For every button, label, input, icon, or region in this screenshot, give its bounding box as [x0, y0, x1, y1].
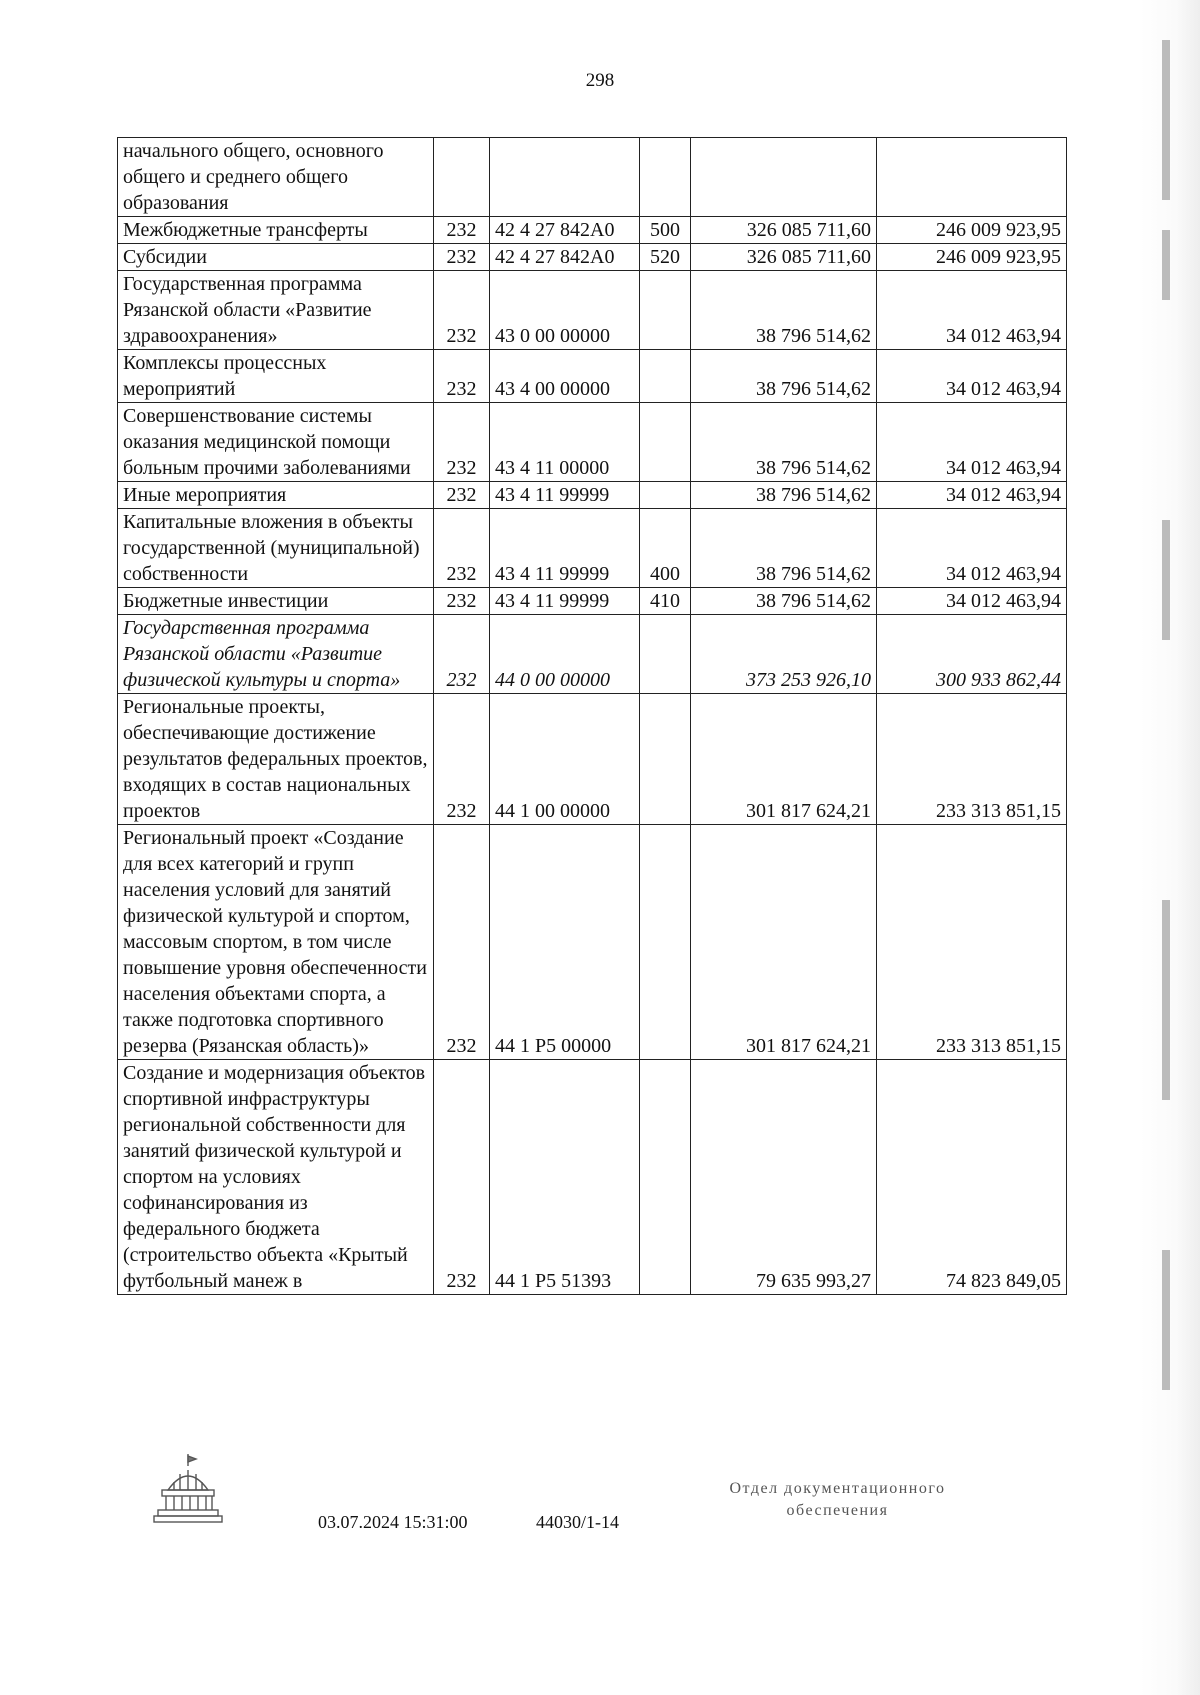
- row-amount-1-cell: 38 796 514,62: [691, 509, 877, 588]
- row-target-article-cell: 44 1 Р5 00000: [490, 825, 640, 1060]
- table-row: [118, 825, 1067, 1060]
- row-amount-1-cell: [691, 138, 877, 217]
- row-dept-code-cell: 232: [434, 694, 490, 825]
- row-name-cell: Бюджетные инвестиции: [118, 588, 434, 615]
- row-amount-2-cell: 74 823 849,05: [877, 1060, 1067, 1295]
- row-amount-2-cell: 34 012 463,94: [877, 350, 1067, 403]
- table-row: [118, 403, 1067, 482]
- row-dept-code-cell: 232: [434, 588, 490, 615]
- row-amount-1-cell: 38 796 514,62: [691, 588, 877, 615]
- row-amount-2-cell: 34 012 463,94: [877, 403, 1067, 482]
- row-amount-1-cell: 38 796 514,62: [691, 403, 877, 482]
- row-expense-type-cell: [640, 615, 691, 694]
- row-amount-1-cell: 326 085 711,60: [691, 217, 877, 244]
- department-stamp: [700, 1478, 975, 1522]
- row-amount-2-cell: 34 012 463,94: [877, 271, 1067, 350]
- row-target-article-cell: 43 4 11 00000: [490, 403, 640, 482]
- row-expense-type-cell: [640, 482, 691, 509]
- table-row: [118, 217, 1067, 244]
- row-expense-type-cell: [640, 825, 691, 1060]
- row-expense-type-cell: [640, 138, 691, 217]
- row-amount-1-cell: 38 796 514,62: [691, 271, 877, 350]
- row-expense-type-cell: [640, 694, 691, 825]
- row-amount-2-cell: 246 009 923,95: [877, 217, 1067, 244]
- row-target-article-cell: [490, 138, 640, 217]
- row-name-cell: Иные мероприятия: [118, 482, 434, 509]
- row-target-article-cell: 43 4 11 99999: [490, 482, 640, 509]
- row-name-cell: Государственная программа Рязанской области «Развитие здравоохранения»: [118, 271, 434, 350]
- row-amount-2-cell: 233 313 851,15: [877, 825, 1067, 1060]
- row-amount-2-cell: 233 313 851,15: [877, 694, 1067, 825]
- row-expense-type-cell: [640, 350, 691, 403]
- row-target-article-cell: 42 4 27 842А0: [490, 217, 640, 244]
- table-row: [118, 1060, 1067, 1295]
- row-name-cell: Создание и модернизация объектов спортивной инфраструктуры региональной собственности для занятий физической культурой и спортом на условиях софинансирования из федерального бюджета (строительство объекта «Крытый футбольный манеж в: [118, 1060, 434, 1295]
- row-dept-code-cell: 232: [434, 509, 490, 588]
- row-dept-code-cell: 232: [434, 615, 490, 694]
- row-amount-2-cell: 34 012 463,94: [877, 588, 1067, 615]
- table-row: [118, 138, 1067, 217]
- row-name-cell: Капитальные вложения в объекты государственной (муниципальной) собственности: [118, 509, 434, 588]
- budget-table-body: [118, 138, 1067, 1295]
- table-row: [118, 482, 1067, 509]
- row-dept-code-cell: [434, 138, 490, 217]
- row-expense-type-cell: [640, 403, 691, 482]
- row-amount-1-cell: 373 253 926,10: [691, 615, 877, 694]
- row-amount-1-cell: 38 796 514,62: [691, 482, 877, 509]
- row-amount-2-cell: 300 933 862,44: [877, 615, 1067, 694]
- row-amount-1-cell: 326 085 711,60: [691, 244, 877, 271]
- row-amount-2-cell: 246 009 923,95: [877, 244, 1067, 271]
- row-amount-2-cell: 34 012 463,94: [877, 482, 1067, 509]
- row-dept-code-cell: 232: [434, 271, 490, 350]
- row-expense-type-cell: 520: [640, 244, 691, 271]
- row-name-cell: начального общего, основного общего и среднего общего образования: [118, 138, 434, 217]
- row-amount-1-cell: 79 635 993,27: [691, 1060, 877, 1295]
- row-amount-2-cell: 34 012 463,94: [877, 509, 1067, 588]
- page-number: 298: [585, 70, 615, 91]
- row-amount-1-cell: 301 817 624,21: [691, 694, 877, 825]
- row-amount-1-cell: 301 817 624,21: [691, 825, 877, 1060]
- row-name-cell: Региональные проекты, обеспечивающие достижение результатов федеральных проектов, входящих в состав национальных проектов: [118, 694, 434, 825]
- row-name-cell: Государственная программа Рязанской области «Развитие физической культуры и спорта»: [118, 615, 434, 694]
- row-expense-type-cell: [640, 271, 691, 350]
- row-dept-code-cell: 232: [434, 403, 490, 482]
- row-name-cell: Межбюджетные трансферты: [118, 217, 434, 244]
- row-dept-code-cell: 232: [434, 350, 490, 403]
- footer-registration-number: 44030/1-14: [536, 1512, 619, 1532]
- row-target-article-cell: 43 4 11 99999: [490, 509, 640, 588]
- stamp-line-1: Отдел документационного: [729, 1480, 946, 1497]
- row-target-article-cell: 43 4 00 00000: [490, 350, 640, 403]
- table-row: [118, 694, 1067, 825]
- row-amount-1-cell: 38 796 514,62: [691, 350, 877, 403]
- row-expense-type-cell: 410: [640, 588, 691, 615]
- row-amount-2-cell: [877, 138, 1067, 217]
- row-target-article-cell: 44 1 Р5 51393: [490, 1060, 640, 1295]
- row-expense-type-cell: 500: [640, 217, 691, 244]
- table-row: [118, 271, 1067, 350]
- row-expense-type-cell: 400: [640, 509, 691, 588]
- row-target-article-cell: 44 0 00 00000: [490, 615, 640, 694]
- row-target-article-cell: 43 0 00 00000: [490, 271, 640, 350]
- row-expense-type-cell: [640, 1060, 691, 1295]
- row-target-article-cell: 44 1 00 00000: [490, 694, 640, 825]
- row-dept-code-cell: 232: [434, 482, 490, 509]
- budget-table: [117, 137, 1067, 1295]
- row-dept-code-cell: 232: [434, 825, 490, 1060]
- row-name-cell: Комплексы процессных мероприятий: [118, 350, 434, 403]
- scan-edge: [1140, 0, 1200, 1695]
- duma-building-icon: [150, 1452, 226, 1528]
- stamp-line-2: обеспечения: [786, 1502, 889, 1519]
- row-target-article-cell: 43 4 11 99999: [490, 588, 640, 615]
- row-name-cell: Субсидии: [118, 244, 434, 271]
- table-row: [118, 509, 1067, 588]
- table-row: [118, 615, 1067, 694]
- row-name-cell: Совершенствование системы оказания медицинской помощи больным прочими заболеваниями: [118, 403, 434, 482]
- row-dept-code-cell: 232: [434, 217, 490, 244]
- table-row: [118, 588, 1067, 615]
- row-name-cell: Региональный проект «Создание для всех категорий и групп населения условий для занятий физической культурой и спортом, массовым спортом, в том числе повышение уровня обеспеченности населения объектами спорта, а также подготовка спортивного резерва (Рязанская область)»: [118, 825, 434, 1060]
- table-row: [118, 244, 1067, 271]
- row-target-article-cell: 42 4 27 842А0: [490, 244, 640, 271]
- row-dept-code-cell: 232: [434, 1060, 490, 1295]
- footer-datetime: 03.07.2024 15:31:00: [318, 1512, 468, 1532]
- table-row: [118, 350, 1067, 403]
- row-dept-code-cell: 232: [434, 244, 490, 271]
